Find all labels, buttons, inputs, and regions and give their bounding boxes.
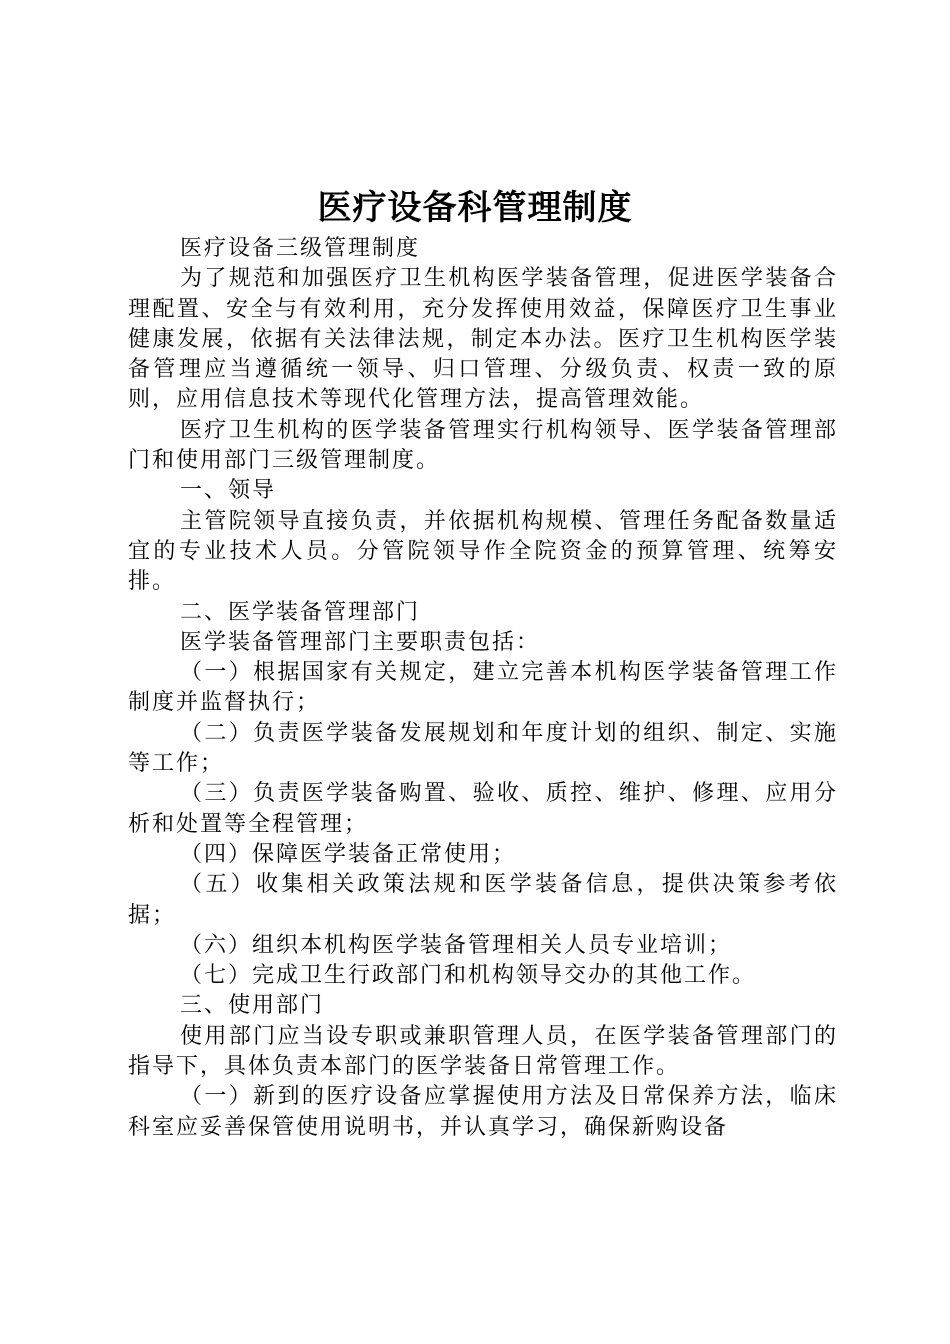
list-item-duty-7: （七）完成卫生行政部门和机构领导交办的其他工作。: [180, 963, 757, 989]
section-heading-user-dept: 三、使用部门: [180, 993, 325, 1019]
section-heading-three-level: 医疗设备三级管理制度: [180, 236, 421, 261]
list-item-user-1: （一）新到的医疗设备应掌握使用方法及日常保养方法，临床科室应妥善保管使用说明书，并认真学习，确保新购设备: [128, 1084, 838, 1140]
paragraph-three-level-system: 医疗卫生机构的医学装备管理实行机构领导、医学装备管理部门和使用部门三级管理制度。: [128, 417, 838, 474]
paragraph-leadership: 主管院领导直接负责，并依据机构规模、管理任务配备数量适宜的专业技术人员。分管院领导作全院资金的预算管理、统筹安排。: [128, 508, 838, 595]
list-item-duty-4: （四）保障医学装备正常使用；: [180, 841, 517, 867]
list-item-duty-2: （二）负责医学装备发展规划和年度计划的组织、制定、实施等工作；: [128, 720, 838, 777]
paragraph-user-dept: 使用部门应当设专职或兼职管理人员，在医学装备管理部门的指导下，具体负责本部门的医学装备日常管理工作。: [128, 1023, 838, 1080]
section-heading-management-dept: 二、医学装备管理部门: [180, 599, 421, 625]
paragraph-purpose: 为了规范和加强医疗卫生机构医学装备管理，促进医学装备合理配置、安全与有效利用，充分发挥使用效益，保障医疗卫生事业健康发展，依据有关法律法规，制定本办法。医疗卫生机构医学装备管理应当遵循统一领导、归口管理、分级负责、权责一致的原则，应用信息技术等现代化管理方法，提高管理效能。: [128, 266, 838, 413]
document-body: [128, 234, 838, 1143]
list-item-duty-1: （一）根据国家有关规定，建立完善本机构医学装备管理工作制度并监督执行；: [128, 660, 838, 716]
list-item-duty-5: （五）收集相关政策法规和医学装备信息，提供决策参考依据；: [128, 872, 838, 928]
paragraph-duties-intro: 医学装备管理部门主要职责包括：: [180, 629, 541, 655]
list-item-duty-6: （六）组织本机构医学装备管理相关人员专业培训；: [180, 932, 733, 958]
list-item-duty-3: （三）负责医学装备购置、验收、质控、维护、修理、应用分析和处置等全程管理；: [128, 781, 838, 837]
document-title: 医疗设备科管理制度: [317, 188, 633, 228]
section-heading-leadership: 一、领导: [180, 478, 277, 504]
